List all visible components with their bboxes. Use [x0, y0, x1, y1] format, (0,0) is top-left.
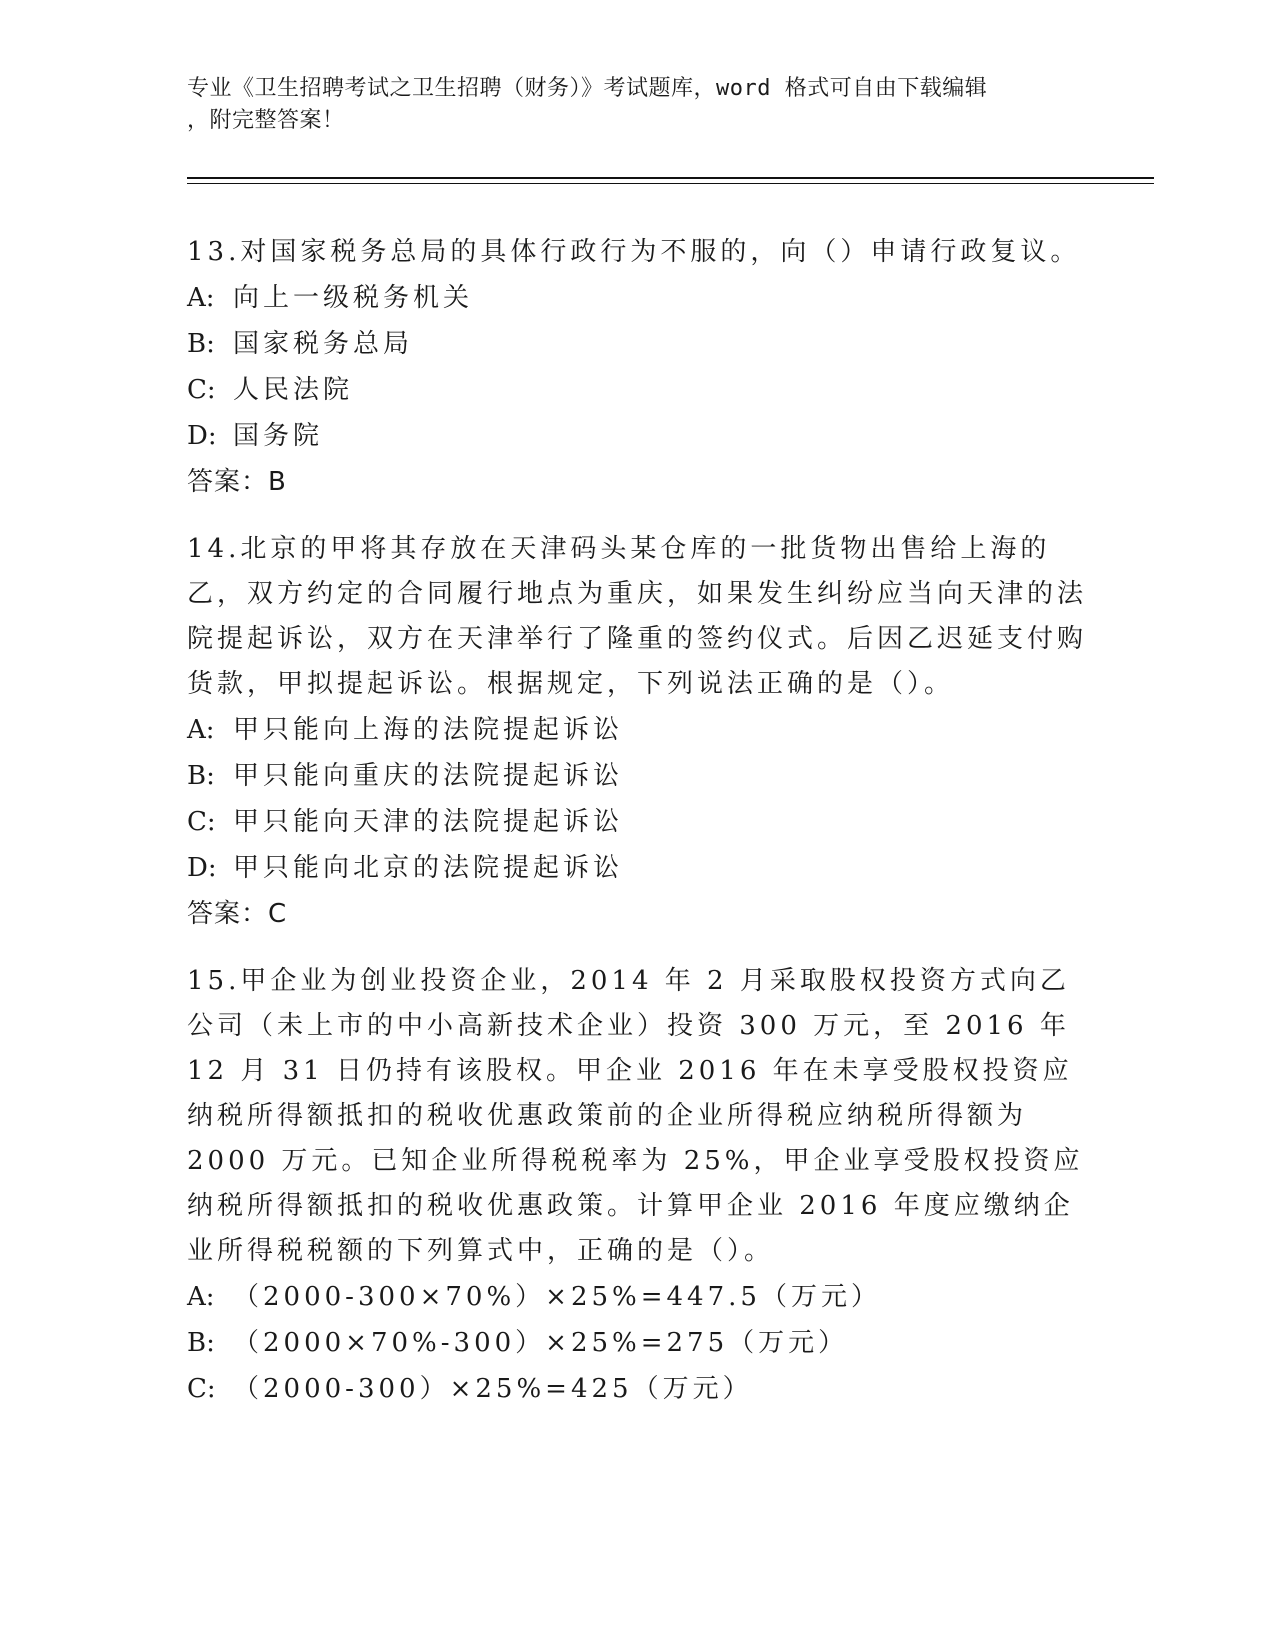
option-d — [187, 845, 1087, 891]
question-stem: 14.北京的甲将其存放在天津码头某仓库的一批货物出售给上海的乙，双方约定的合同履行地点为重庆，如果发生纠纷应当向天津的法院提起诉讼，双方在天津举行了隆重的签约仪式。后因乙迟延支付购货款，甲拟提起诉讼。根据规定，下列说法正确的是（）。 — [187, 534, 1088, 699]
option-key: B: — [187, 329, 215, 359]
option-text: 甲只能向北京的法院提起诉讼 — [233, 853, 624, 883]
question-13 — [187, 230, 1087, 505]
option-key: A: — [187, 715, 215, 745]
question-14 — [187, 527, 1087, 937]
option-key: A: — [187, 283, 215, 313]
option-a — [187, 707, 1087, 753]
header-rule-thin — [187, 183, 1154, 184]
header-line-2: ，附完整答案！ — [187, 108, 345, 133]
option-b — [187, 753, 1087, 799]
question-list — [187, 230, 1087, 1434]
answer-line: 答案：B — [187, 467, 287, 497]
option-a — [187, 275, 1087, 321]
option-text: 国务院 — [233, 421, 324, 451]
option-d — [187, 413, 1087, 459]
option-text: 国家税务总局 — [233, 329, 414, 359]
option-key: C: — [187, 375, 216, 405]
question-stem: 15.甲企业为创业投资企业，2014 年 2 月采取股权投资方式向乙公司（未上市的中小高新技术企业）投资 300 万元，至 2016 年 12 月 31 日仍持有该股权。甲企业 2016 年在未享受股权投资应纳税所得额抵扣的税收优惠政策前的企业所得税应纳税所得额为 2000 万元。已知企业所得税税率为 25%，甲企业享受股权投资应纳税所得额抵扣的税收优惠政策。计算甲企业 2016 年度应缴纳企业所得税税额的下列算式中，正确的是（）。 — [187, 966, 1084, 1266]
option-text: 向上一级税务机关 — [233, 283, 474, 313]
header-rule-thick — [187, 177, 1154, 179]
option-key: D: — [187, 853, 217, 883]
option-key: C: — [187, 1374, 216, 1404]
header-line-1: 专业《卫生招聘考试之卫生招聘（财务）》考试题库，word 格式可自由下载编辑 — [187, 76, 988, 101]
option-a — [187, 1274, 1087, 1320]
answer-line: 答案：C — [187, 899, 288, 929]
option-text: （2000-300×70%）×25%=447.5（万元） — [233, 1282, 881, 1312]
option-key: B: — [187, 1328, 215, 1358]
question-stem: 13.对国家税务总局的具体行政行为不服的，向（）申请行政复议。 — [187, 237, 1081, 267]
option-c — [187, 799, 1087, 845]
option-key: A: — [187, 1282, 215, 1312]
option-text: （2000×70%-300）×25%=275（万元） — [233, 1328, 849, 1358]
option-text: 甲只能向重庆的法院提起诉讼 — [233, 761, 624, 791]
option-text: 人民法院 — [233, 375, 354, 405]
option-key: D: — [187, 421, 217, 451]
document-header — [187, 73, 1087, 137]
option-b — [187, 321, 1087, 367]
option-text: 甲只能向上海的法院提起诉讼 — [233, 715, 624, 745]
option-b — [187, 1320, 1087, 1366]
option-text: （2000-300）×25%=425（万元） — [233, 1374, 753, 1404]
option-c — [187, 367, 1087, 413]
option-c — [187, 1366, 1087, 1412]
option-text: 甲只能向天津的法院提起诉讼 — [233, 807, 624, 837]
option-key: B: — [187, 761, 215, 791]
option-key: C: — [187, 807, 216, 837]
question-15 — [187, 959, 1087, 1412]
